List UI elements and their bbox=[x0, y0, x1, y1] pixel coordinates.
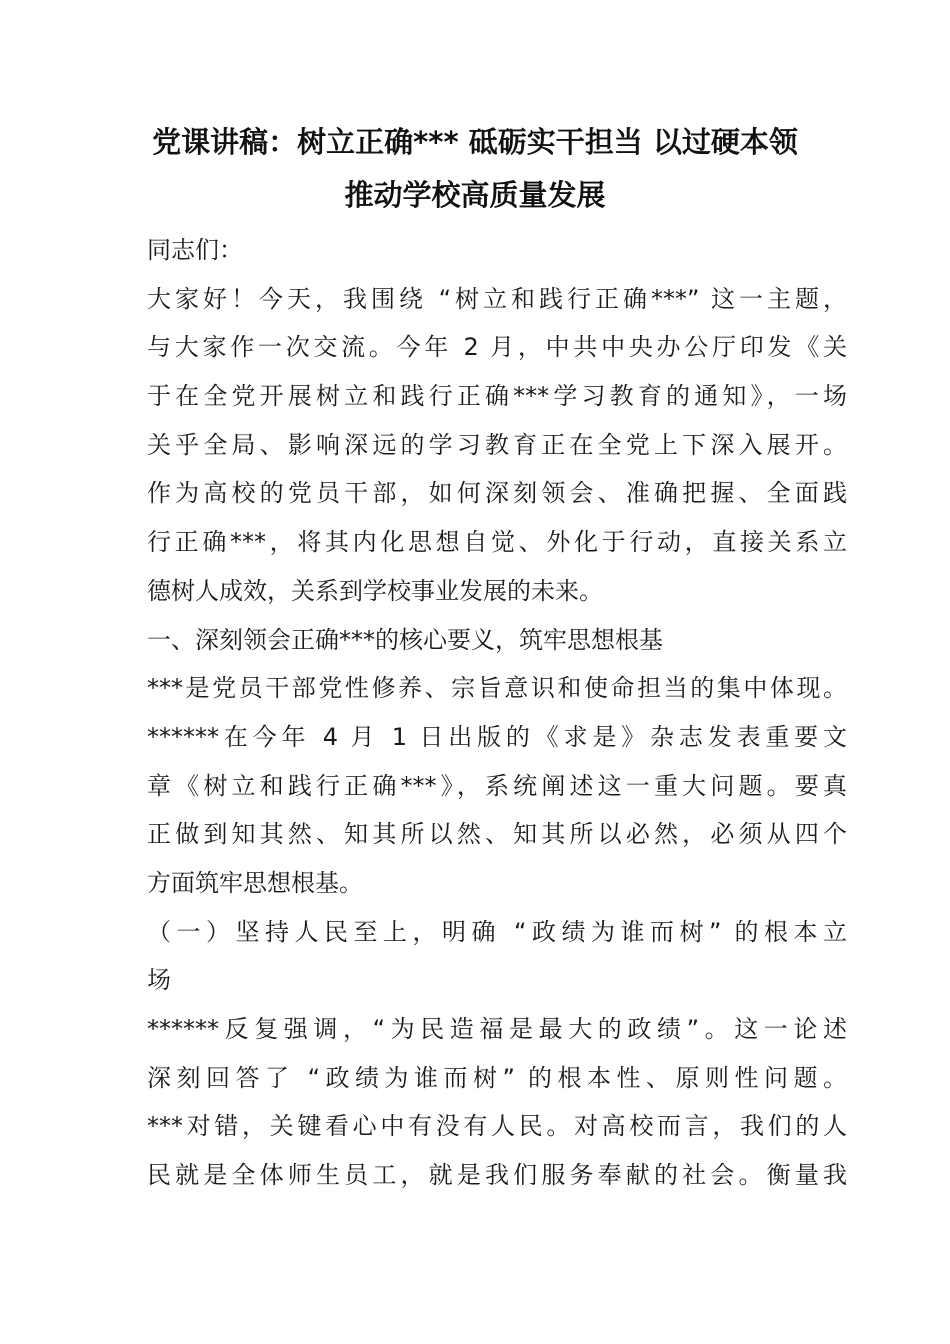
paragraph-line: ******反复强调，“为民造福是最大的政绩”。这一论述 bbox=[147, 1015, 847, 1043]
paragraph-line: 同志们： bbox=[147, 236, 243, 264]
paragraph-line: （一）坚持人民至上，明确 “政绩为谁而树” 的根本立 bbox=[147, 917, 847, 946]
paragraph-line: 大家好！今天，我围绕 “树立和践行正确***” 这一主题， bbox=[147, 284, 847, 313]
paragraph-line: 民就是全体师生员工，就是我们服务奉献的社会。衡量我 bbox=[147, 1161, 847, 1190]
document-title-line-2: 推动学校高质量发展 bbox=[344, 178, 606, 212]
paragraph-line: 深刻回答了 “政绩为谁而树” 的根本性、原则性问题。 bbox=[147, 1063, 847, 1092]
paragraph-line: 正做到知其然、知其所以然、知其所以必然，必须从四个 bbox=[147, 820, 847, 849]
document-body bbox=[147, 226, 847, 1200]
document-title-line-1: 党课讲稿：树立正确*** 砥砺实干担当 以过硬本领 bbox=[152, 125, 798, 159]
paragraph-line: ***是党员干部党性修养、宗旨意识和使命担当的集中体现。 bbox=[147, 674, 847, 703]
paragraph-line: 场 bbox=[147, 966, 171, 995]
paragraph-line: ***对错，关键看心中有没有人民。对高校而言，我们的人 bbox=[147, 1112, 847, 1141]
paragraph-line: 与大家作一次交流。今年 2 月，中共中央办公厅印发《关 bbox=[147, 333, 847, 362]
paragraph-line: 德树人成效，关系到学校事业发展的未来。 bbox=[147, 576, 603, 605]
paragraph-line: 方面筑牢思想根基。 bbox=[147, 868, 363, 897]
paragraph-line: 关乎全局、影响深远的学习教育正在全党上下深入展开。 bbox=[147, 430, 847, 459]
paragraph-line: 行正确***，将其内化思想自觉、外化于行动，直接关系立 bbox=[147, 528, 847, 557]
paragraph-line: 于在全党开展树立和践行正确***学习教育的通知》，一场 bbox=[147, 382, 847, 411]
paragraph-line: ******在今年 4 月 1 日出版的《求是》杂志发表重要文 bbox=[147, 722, 847, 751]
paragraph-line: 一、深刻领会正确***的核心要义，筑牢思想根基 bbox=[147, 625, 663, 654]
paragraph-line: 章《树立和践行正确***》，系统阐述这一重大问题。要真 bbox=[147, 771, 847, 800]
paragraph-line: 作为高校的党员干部，如何深刻领会、准确把握、全面践 bbox=[147, 479, 847, 508]
